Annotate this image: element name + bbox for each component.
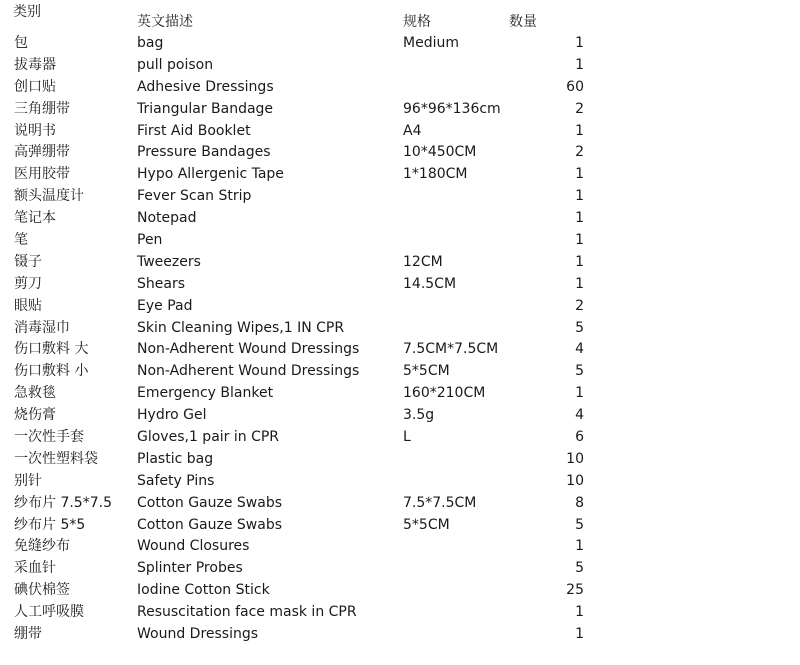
cell-category: 纱布片 7.5*7.5	[14, 494, 112, 511]
cell-quantity: 4	[575, 407, 584, 424]
cell-english-description: Hypo Allergenic Tape	[137, 166, 284, 183]
cell-english-description: Triangular Bandage	[137, 100, 274, 117]
cell-spec: L	[403, 429, 411, 446]
cell-quantity: 2	[575, 297, 584, 314]
cell-english-description: Splinter Probes	[137, 560, 243, 577]
cell-category: 三角绷带	[14, 100, 70, 117]
cell-spec: 5*5CM	[403, 363, 450, 380]
cell-category: 剪刀	[14, 275, 42, 292]
cell-category: 纱布片 5*5	[14, 516, 86, 533]
cell-english-description: Gloves,1 pair in CPR	[137, 429, 280, 446]
table-row	[0, 558, 800, 580]
cell-spec: 14.5CM	[403, 275, 457, 292]
header-category: 类别	[13, 4, 41, 20]
table-row	[0, 142, 800, 164]
cell-english-description: Safety Pins	[137, 472, 215, 489]
cell-category: 伤口敷料 大	[14, 341, 89, 358]
table-row	[0, 383, 800, 405]
table-row	[0, 427, 800, 449]
table-row	[0, 405, 800, 427]
cell-english-description: First Aid Booklet	[137, 122, 251, 139]
table-row	[0, 208, 800, 230]
cell-quantity: 4	[575, 341, 584, 358]
cell-english-description: Fever Scan Strip	[137, 188, 252, 205]
cell-english-description: Non-Adherent Wound Dressings	[137, 363, 360, 380]
cell-english-description: Wound Dressings	[137, 626, 259, 643]
table-row	[0, 274, 800, 296]
table-row	[0, 33, 800, 55]
cell-english-description: pull poison	[137, 56, 214, 73]
cell-english-description: Hydro Gel	[137, 407, 207, 424]
cell-quantity: 5	[575, 363, 584, 380]
cell-english-description: Cotton Gauze Swabs	[137, 494, 283, 511]
cell-english-description: Emergency Blanket	[137, 385, 274, 402]
cell-quantity: 1	[575, 122, 584, 139]
cell-spec: 7.5*7.5CM	[403, 494, 477, 511]
table-row	[0, 186, 800, 208]
cell-quantity: 2	[575, 144, 584, 161]
cell-quantity: 1	[575, 604, 584, 621]
cell-english-description: Wound Closures	[137, 538, 250, 555]
table-row	[0, 493, 800, 515]
cell-english-description: Plastic bag	[137, 450, 214, 467]
cell-quantity: 6	[575, 429, 584, 446]
cell-quantity: 1	[575, 275, 584, 292]
cell-category: 免缝纱布	[14, 538, 70, 555]
cell-english-description: Pressure Bandages	[137, 144, 271, 161]
cell-category: 人工呼吸膜	[14, 604, 84, 621]
cell-category: 笔记本	[14, 210, 56, 227]
cell-category: 说明书	[14, 122, 56, 139]
cell-quantity: 10	[566, 472, 584, 489]
cell-category: 拔毒器	[14, 56, 56, 73]
cell-spec: A4	[403, 122, 422, 139]
cell-category: 笔	[14, 232, 28, 249]
table-row	[0, 318, 800, 340]
table-row	[0, 296, 800, 318]
cell-english-description: Iodine Cotton Stick	[137, 582, 270, 599]
cell-category: 一次性手套	[14, 429, 84, 446]
table-row	[0, 624, 800, 646]
cell-category: 额头温度计	[14, 188, 84, 205]
cell-quantity: 60	[566, 78, 584, 95]
cell-category: 碘伏棉签	[14, 582, 70, 599]
cell-category: 采血针	[14, 560, 56, 577]
cell-english-description: Resuscitation face mask in CPR	[137, 604, 357, 621]
cell-english-description: Shears	[137, 275, 186, 292]
cell-spec: 5*5CM	[403, 516, 450, 533]
cell-quantity: 1	[575, 253, 584, 270]
cell-quantity: 1	[575, 188, 584, 205]
cell-english-description: Eye Pad	[137, 297, 193, 314]
cell-category: 绷带	[14, 626, 42, 643]
cell-spec: 1*180CM	[403, 166, 468, 183]
table-row	[0, 602, 800, 624]
cell-category: 急救毯	[14, 385, 56, 402]
cell-quantity: 5	[575, 319, 584, 336]
cell-quantity: 1	[575, 626, 584, 643]
cell-spec: 7.5CM*7.5CM	[403, 341, 499, 358]
cell-spec: 12CM	[403, 253, 443, 270]
cell-quantity: 1	[575, 166, 584, 183]
cell-category: 眼贴	[14, 297, 42, 314]
cell-english-description: Pen	[137, 232, 163, 249]
table-row	[0, 536, 800, 558]
cell-spec: 160*210CM	[403, 385, 486, 402]
table-row	[0, 252, 800, 274]
table-row	[0, 339, 800, 361]
cell-category: 消毒湿巾	[14, 319, 70, 336]
cell-category: 镊子	[14, 253, 42, 270]
cell-quantity: 5	[575, 516, 584, 533]
cell-spec: 10*450CM	[403, 144, 477, 161]
cell-spec: Medium	[403, 35, 459, 51]
cell-quantity: 8	[575, 494, 584, 511]
table-row	[0, 77, 800, 99]
table-row	[0, 121, 800, 143]
header-quantity: 数量	[509, 14, 537, 30]
cell-english-description: Non-Adherent Wound Dressings	[137, 341, 360, 358]
cell-quantity: 1	[575, 385, 584, 402]
table-row	[0, 99, 800, 121]
cell-quantity: 25	[566, 582, 584, 599]
cell-quantity: 1	[575, 538, 584, 555]
cell-quantity: 2	[575, 100, 584, 117]
cell-category: 烧伤膏	[14, 407, 56, 424]
cell-category: 高弹绷带	[14, 144, 70, 161]
cell-category: 包	[14, 35, 28, 51]
table-row	[0, 361, 800, 383]
cell-quantity: 5	[575, 560, 584, 577]
item-table	[0, 33, 800, 646]
cell-english-description: Tweezers	[137, 253, 201, 270]
cell-quantity: 10	[566, 450, 584, 467]
cell-english-description: Adhesive Dressings	[137, 78, 274, 95]
cell-quantity: 1	[575, 210, 584, 227]
cell-english-description: Skin Cleaning Wipes,1 IN CPR	[137, 319, 345, 336]
cell-english-description: Notepad	[137, 210, 197, 227]
table-row	[0, 164, 800, 186]
cell-quantity: 1	[575, 35, 584, 51]
table-row	[0, 515, 800, 537]
table-row	[0, 230, 800, 252]
cell-category: 一次性塑料袋	[14, 450, 98, 467]
cell-spec: 96*96*136cm	[403, 100, 501, 117]
cell-quantity: 1	[575, 56, 584, 73]
cell-english-description: Cotton Gauze Swabs	[137, 516, 283, 533]
header-spec: 规格	[403, 14, 431, 30]
table-row	[0, 580, 800, 602]
cell-quantity: 1	[575, 232, 584, 249]
cell-english-description: bag	[137, 35, 164, 51]
cell-category: 创口贴	[14, 78, 56, 95]
table-row	[0, 471, 800, 493]
cell-category: 医用胶带	[14, 166, 70, 183]
table-row	[0, 449, 800, 471]
cell-spec: 3.5g	[403, 407, 435, 424]
cell-category: 别针	[14, 472, 42, 489]
cell-category: 伤口敷料 小	[14, 363, 89, 380]
header-english-description: 英文描述	[137, 14, 193, 30]
table-row	[0, 55, 800, 77]
